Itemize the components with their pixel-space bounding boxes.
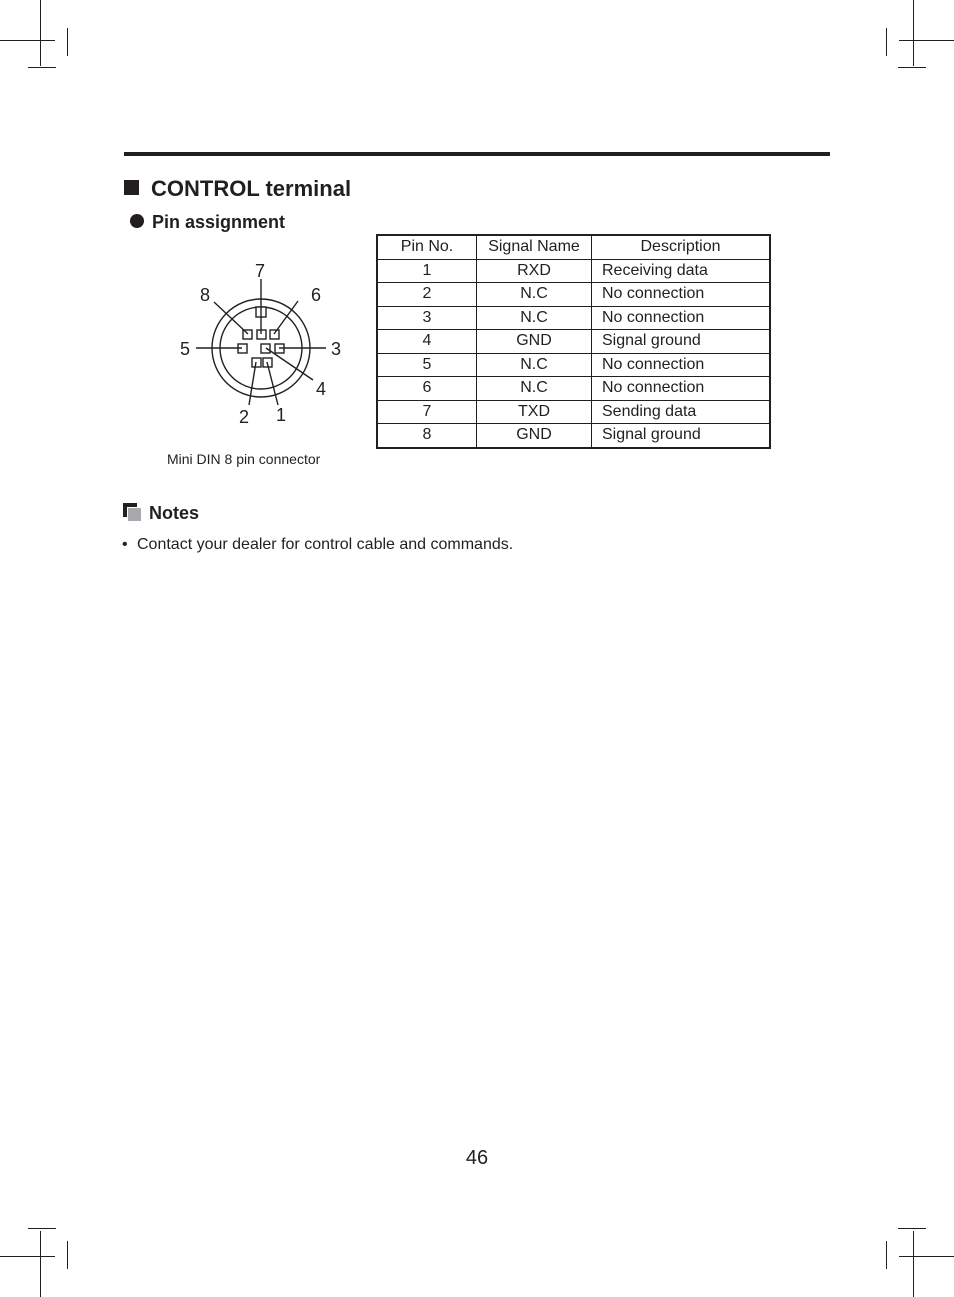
subsection-title-text: Pin assignment — [152, 212, 286, 232]
notes-icon — [123, 503, 141, 521]
notes-heading — [123, 503, 199, 524]
table-row — [377, 306, 770, 330]
table-row — [377, 353, 770, 377]
note-text: Contact your dealer for control cable and commands. — [137, 536, 514, 553]
cell-signal-name: N.C — [477, 353, 592, 377]
cell-pin-no: 7 — [377, 400, 477, 424]
cell-description: Signal ground — [592, 424, 771, 448]
connector-pin — [270, 330, 279, 339]
crop-mark — [28, 1228, 56, 1229]
subsection-title — [130, 212, 285, 233]
table-header-row — [377, 235, 770, 259]
crop-mark — [0, 1256, 55, 1257]
cell-pin-no: 4 — [377, 330, 477, 354]
connector-pin — [261, 344, 270, 353]
page-number: 46 — [465, 1147, 489, 1169]
section-title — [124, 176, 351, 202]
crop-mark — [898, 1228, 926, 1229]
column-header-pin-no: Pin No. — [377, 235, 477, 259]
table-row — [377, 424, 770, 448]
pin-label-5: 5 — [180, 339, 191, 359]
cell-signal-name: GND — [477, 330, 592, 354]
cell-signal-name: GND — [477, 424, 592, 448]
cell-description: No connection — [592, 377, 771, 401]
cell-pin-no: 3 — [377, 306, 477, 330]
crop-mark — [913, 0, 914, 66]
cell-signal-name: N.C — [477, 377, 592, 401]
column-header-description: Description — [592, 235, 771, 259]
bullet-icon: • — [122, 536, 128, 553]
cell-pin-no: 5 — [377, 353, 477, 377]
crop-mark — [913, 1231, 914, 1297]
section-title-text: CONTROL terminal — [151, 176, 352, 201]
notes-heading-text: Notes — [149, 503, 200, 523]
list-item — [122, 536, 513, 554]
cell-signal-name: N.C — [477, 306, 592, 330]
pin-assignment-table — [376, 234, 771, 449]
table-row — [377, 330, 770, 354]
crop-mark — [28, 67, 56, 68]
pin-leader-8 — [214, 302, 248, 334]
pin-leader-2 — [249, 362, 256, 405]
table-row — [377, 283, 770, 307]
connector-caption: Mini DIN 8 pin connector — [167, 451, 321, 467]
pin-label-3: 3 — [331, 339, 342, 359]
pin-label-7: 7 — [255, 261, 266, 281]
header-rule — [124, 152, 830, 156]
crop-mark — [886, 28, 887, 56]
crop-mark — [899, 40, 954, 41]
cell-signal-name: TXD — [477, 400, 592, 424]
table-row — [377, 377, 770, 401]
pin-leader-4 — [266, 348, 313, 380]
pin-leader-1 — [267, 362, 278, 405]
table-row — [377, 259, 770, 283]
pin-label-1: 1 — [276, 405, 287, 425]
cell-pin-no: 2 — [377, 283, 477, 307]
square-bullet-icon — [124, 180, 139, 195]
pin-label-4: 4 — [316, 379, 327, 399]
pin-label-8: 8 — [200, 285, 211, 305]
cell-description: No connection — [592, 306, 771, 330]
cell-pin-no: 6 — [377, 377, 477, 401]
crop-mark — [40, 0, 41, 66]
cell-description: Sending data — [592, 400, 771, 424]
cell-description: Receiving data — [592, 259, 771, 283]
column-header-signal-name: Signal Name — [477, 235, 592, 259]
circle-bullet-icon — [130, 214, 144, 228]
pin-label-6: 6 — [311, 285, 322, 305]
cell-pin-no: 1 — [377, 259, 477, 283]
mini-din-connector-diagram — [170, 255, 360, 430]
cell-signal-name: RXD — [477, 259, 592, 283]
pin-label-2: 2 — [239, 407, 250, 427]
crop-mark — [0, 40, 55, 41]
crop-mark — [67, 28, 68, 56]
table-row — [377, 400, 770, 424]
crop-mark — [898, 67, 926, 68]
cell-description: No connection — [592, 353, 771, 377]
crop-mark — [899, 1256, 954, 1257]
crop-mark — [886, 1241, 887, 1269]
cell-description: No connection — [592, 283, 771, 307]
cell-signal-name: N.C — [477, 283, 592, 307]
cell-description: Signal ground — [592, 330, 771, 354]
crop-mark — [40, 1231, 41, 1297]
cell-pin-no: 8 — [377, 424, 477, 448]
crop-mark — [67, 1241, 68, 1269]
